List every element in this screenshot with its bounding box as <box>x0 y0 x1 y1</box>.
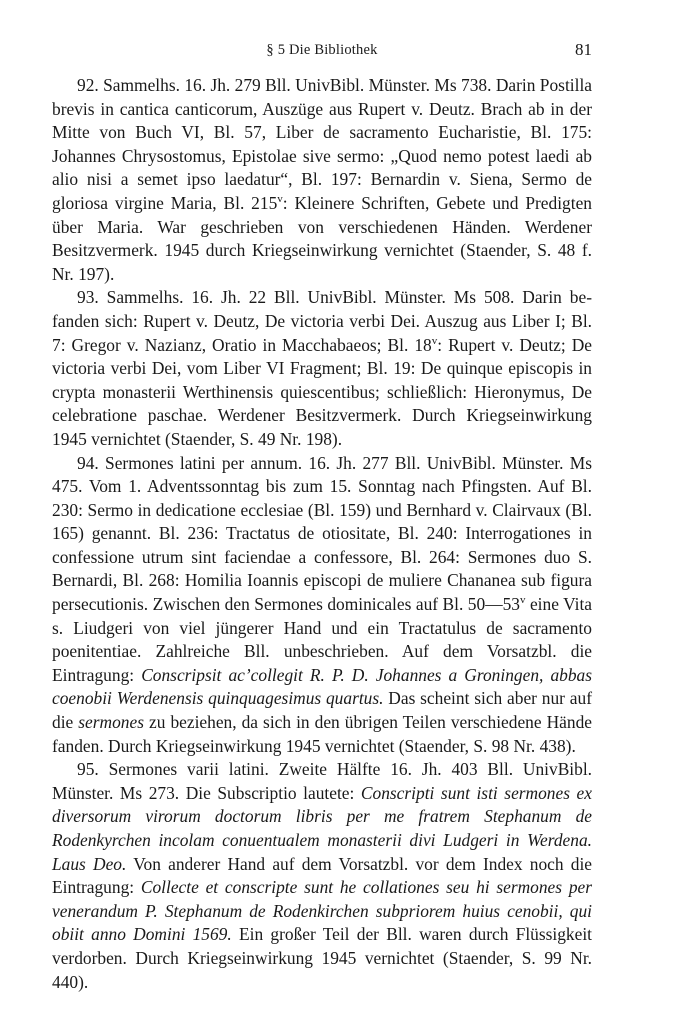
entry-text: Ein großer Teil der Bll. waren durch Flüssigkeit verdorben. Durch Kriegseinwirkung 1945 vernichtet (Staender, S. 99 Nr. 440). <box>52 924 593 992</box>
page-number: 81 <box>575 40 592 59</box>
catalog-entry-94 <box>52 452 592 759</box>
italic-inscription: Collecte et conscripte sunt he collationes seu hi sermones per venerandum P. Stephanum de Rodenkirchen subpriorem huius cenobii, qui obiit anno Domini 1569. <box>52 877 592 945</box>
page-body <box>52 74 592 994</box>
catalog-entry-95 <box>52 758 592 994</box>
entry-text: 93. Sammelhs. 16. Jh. 22 Bll. UnivBibl. Münster. Ms 508. Darin befanden sich: Rupert v. Deutz, De victoria verbi Dei. Auszug aus Liber I; Bl. 7: Gregor v. Nazianz, Oratio in Macchabaeos; Bl. 18 <box>52 287 592 355</box>
running-header <box>52 40 592 66</box>
entry-text: zu beziehen, da sich in den übrigen Teilen verschiedene Hände fanden. Durch Kriegseinwirkung 1945 vernichtet (Staender, S. 98 Nr. 438). <box>52 712 593 756</box>
entry-text: Von anderer Hand auf dem Vorsatzbl. vor dem Index noch die Eintragung: <box>52 853 592 898</box>
italic-subscriptio: Conscripti sunt isti sermones ex diversorum virorum doctorum libris per me fratrem Stephanum de Rodenkyrchen incolam conuentualem monasterii divi Ludgeri in Werdena. Laus Deo. <box>52 782 592 874</box>
catalog-entry-92 <box>52 74 592 286</box>
italic-inscription: Conscripsit ac’collegit R. P. D. Johannes a Groningen, abbas coenobii Werdenensis quinquagesimus quartus. <box>52 664 592 709</box>
running-title: § 5 Die Bibliothek <box>266 42 378 58</box>
entry-text: 92. Sammelhs. 16. Jh. 279 Bll. UnivBibl. Münster. Ms 738. Darin Postilla brevis in cantica canticorum, Auszüge aus Rupert v. Deutz. Brach ab in der Mitte von Buch VI, Bl. 57, Liber de sacramento Eucharistie, Bl. 175: Johannes Chrysostomus, Epistolae sive sermo: „Quod nemo potest laedi ab alio nisi a semet ipso laedatur“, Bl. 197: Bernardin v. Siena, Sermo de gloriosa virgine Maria, Bl. 215 <box>52 75 592 213</box>
entry-text: Das scheint sich aber nur auf die <box>52 688 592 733</box>
entry-text: eine Vita s. Liudgeri von viel jüngerer Hand und ein Tractatulus de sacramento poenitentiae. Zahlreiche Bll. unbeschrieben. Auf dem Vorsatzbl. die Eintragung: <box>52 594 592 685</box>
superscript-verso: v <box>519 594 526 607</box>
superscript-verso: v <box>277 193 283 206</box>
entry-text: : Kleinere Schriften, Gebete und Predigten über Maria. War geschrieben von verschiedenen Händen. Werdener Besitzvermerk. 1945 durch Kriegseinwirkung vernichtet (Staender, S. 48 f. Nr. 197). <box>52 192 592 284</box>
superscript-verso: v <box>431 334 438 347</box>
entry-text: : Rupert v. Deutz; De victoria verbi Dei, vom Liber VI Fragment; Bl. 19: De quinque episcopis in crypta monasterii Werthinensis quiescentibus; schließlich: Hieronymus, De celebratione paschae. Werdener Besitzvermerk. Durch Kriegseinwirkung 1945 vernichtet (Staender, S. 49 Nr. 198). <box>52 334 592 449</box>
catalog-entry-93 <box>52 286 592 451</box>
entry-text: 95. Sermones varii latini. Zweite Hälfte 16. Jh. 403 Bll. UnivBibl. Münster. Ms 273. Die Subscriptio lautete: <box>52 759 592 803</box>
italic-term: sermones <box>78 712 144 733</box>
entry-text: 94. Sermones latini per annum. 16. Jh. 277 Bll. UnivBibl. Münster. Ms 475. Vom 1. Adventssonntag bis zum 15. Sonntag nach Pfingsten. Auf Bl. 230: Sermo in dedicatione ecclesiae (Bl. 159) und Bernhard v. Clairvaux (Bl. 165) genannt. Bl. 236: Tractatus de otiositate, Bl. 240: Interrogationes in confessione utrum sint faciendae a confessore, Bl. 264: Sermones duo S. Bernardi, Bl. 268: Homilia Ioannis episcopi de muliere Chananea sub figura persecutionis. Zwischen den Sermones dominicales auf Bl. 50—53 <box>52 452 592 615</box>
